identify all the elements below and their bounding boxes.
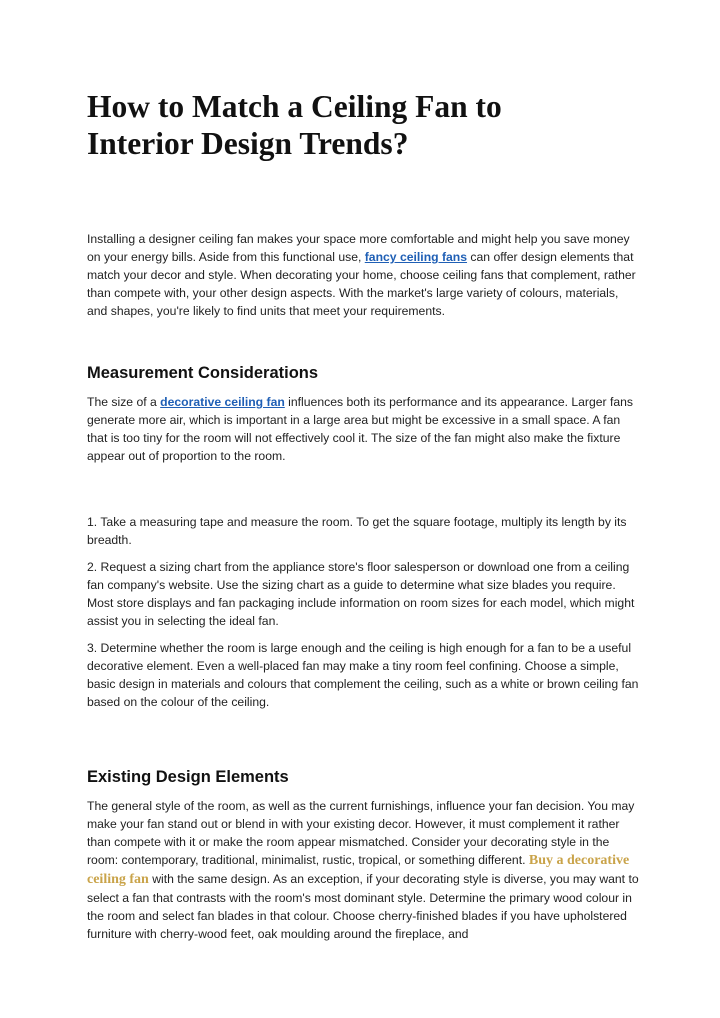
decorative-ceiling-fan-link[interactable]: decorative ceiling fan [160,395,285,409]
step-item-3: 3. Determine whether the room is large enough and the ceiling is high enough for a fan to be a useful decorative element. Even a well-placed fan may make a tiny room feel confining. Choose a simple, basic design in materials and colours that complement the ceiling, such as a white or brown ceiling fan based on the colour of the ceiling. [87,641,639,709]
existing-design-heading: Existing Design Elements [87,768,289,786]
existing-design-paragraph [87,797,639,943]
measurement-text-before: The size of a [87,395,161,409]
measurement-text-after: influences both its performance and its appearance. Larger fans generate more air, which is important in a large area but might be excessive in a small space. A fan that is too tiny for the room will not effectively cool it. The size of the fan might also make the fixture appear out of proportion to the room. [87,395,634,463]
intro-text-after: can offer design elements that match your decor and style. When decorating your home, choose ceiling fans that complement, rather than compete with, your other design aspects. With the market's large variety of colours, materials, and shapes, you're likely to find units that meet your requirements. [87,250,636,318]
fancy-ceiling-fans-link[interactable]: fancy ceiling fans [364,250,468,264]
step-item-2: 2. Request a sizing chart from the appliance store's floor salesperson or download one from a ceiling fan company's website. Use the sizing chart as a guide to determine what size blades you require. Most store displays and fan packaging include information on room sizes for each model, which might assist you in selecting the ideal fan. [87,560,635,628]
measurement-paragraph [87,393,639,465]
document-page [87,88,639,943]
buy-decorative-ceiling-fan-link[interactable]: Buy a decorative ceiling fan [87,853,630,887]
steps-list [87,513,639,711]
intro-paragraph [87,230,639,320]
existing-text-before: The general style of the room, as well as the current furnishings, influence your fan decision. You may make your fan stand out or blend in with your existing decor. However, it must complement it rather than compete with it or make the room appear mismatched. Consider your decorating style in the room: contemporary, traditional, minimalist, rustic, tropical, or something different. [87,799,635,867]
page-title: How to Match a Ceiling Fan to Interior Design Trends? [87,89,502,161]
measurement-heading: Measurement Considerations [87,364,319,382]
existing-text-after: with the same design. As an exception, if your decorating style is diverse, you may want to select a fan that contrasts with the room's most dominant style. Determine the primary wood colour in the room and select fan blades in that colour. Choose cherry-finished blades if you have upholstered furniture with cherry-wood feet, oak moulding around the fireplace, and [87,872,639,941]
intro-text-before: Installing a designer ceiling fan makes your space more comfortable and might help you save money on your energy bills. Aside from this functional use, [87,232,630,264]
step-item-1: 1. Take a measuring tape and measure the room. To get the square footage, multiply its length by its breadth. [87,515,627,547]
